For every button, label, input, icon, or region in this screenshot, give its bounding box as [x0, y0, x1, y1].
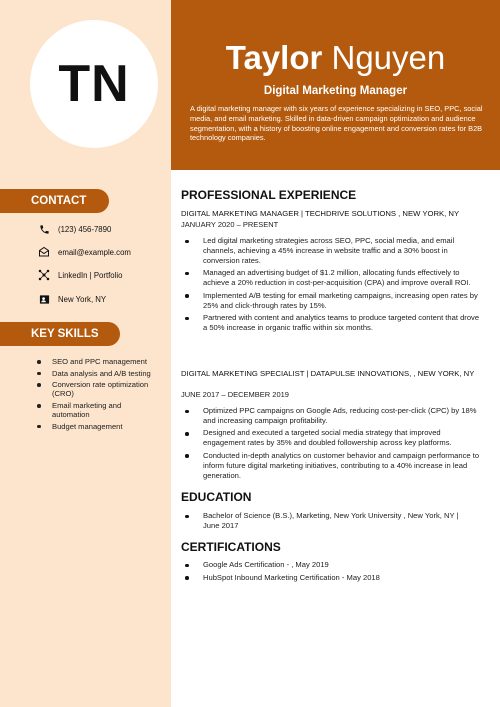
- certification-item: HubSpot Inbound Marketing Certification - May 2018: [181, 573, 481, 583]
- email-icon: [38, 246, 50, 258]
- job-bullets: [181, 236, 481, 336]
- job-dates: JANUARY 2020 – PRESENT: [181, 220, 279, 229]
- contact-email[interactable]: [38, 246, 131, 258]
- phone-text: (123) 456-7890: [58, 224, 112, 234]
- contact-links[interactable]: [38, 269, 122, 281]
- education-item: Bachelor of Science (B.S.), Marketing, New York University , New York, NY | June 2017: [181, 511, 476, 531]
- skill-item: SEO and PPC management: [30, 357, 160, 366]
- first-name: Taylor: [225, 39, 323, 76]
- job-bullet: Partnered with content and analytics teams to produce targeted content that drove a 50% increase in organic traffic within six months.: [181, 313, 481, 333]
- skill-item: Data analysis and A/B testing: [30, 369, 160, 378]
- contact-location: [38, 293, 106, 305]
- candidate-name: [171, 38, 500, 78]
- skill-item: Conversion rate optimization (CRO): [30, 380, 160, 399]
- phone-icon: [38, 223, 50, 235]
- education-list: [181, 511, 476, 533]
- job-bullet: Led digital marketing strategies across SEO, PPC, social media, and email channels, achieving a 45% increase in website traffic and a 30% boost in conversion rates.: [181, 236, 481, 266]
- initials: TN: [58, 55, 130, 113]
- job-bullet: Optimized PPC campaigns on Google Ads, reducing cost-per-click (CPC) by 18% and increasing campaign profitability.: [181, 406, 481, 426]
- contact-phone: [38, 223, 111, 235]
- education-heading: EDUCATION: [181, 490, 252, 504]
- skill-item: Budget management: [30, 422, 160, 431]
- job-bullets: [181, 406, 481, 483]
- job-bullet: Implemented A/B testing for email marketing campaigns, increasing open rates by 25% and click-through rates by 15%.: [181, 291, 481, 311]
- job-dates: JUNE 2017 – DECEMBER 2019: [181, 390, 289, 399]
- location-text: New York, NY: [58, 294, 107, 304]
- certifications-list: [181, 560, 481, 585]
- email-text: email@example.com: [58, 247, 131, 257]
- location-icon: [38, 293, 50, 305]
- job-bullet: Conducted in-depth analytics on customer behavior and campaign performance to inform future digital marketing initiatives, contributing to a 40% increase in lead generation.: [181, 451, 481, 481]
- job-title-line: DIGITAL MARKETING MANAGER | TECHDRIVE SOLUTIONS , NEW YORK, NY: [181, 209, 460, 218]
- monogram-circle: [30, 20, 158, 148]
- skill-item: Email marketing and automation: [30, 401, 160, 420]
- skills-heading: KEY SKILLS: [0, 322, 120, 346]
- certifications-heading: CERTIFICATIONS: [181, 540, 281, 554]
- job-title-line: DIGITAL MARKETING SPECIALIST | DATAPULSE INNOVATIONS, , NEW YORK, NY: [181, 369, 475, 378]
- network-icon: [38, 269, 50, 281]
- links-text: LinkedIn | Portfolio: [58, 270, 123, 280]
- skills-list: [30, 357, 160, 434]
- job-title: Digital Marketing Manager: [263, 85, 408, 97]
- experience-heading: PROFESSIONAL EXPERIENCE: [181, 188, 357, 202]
- last-name: Nguyen: [331, 39, 446, 76]
- job-bullet: Managed an advertising budget of $1.2 million, allocating funds effectively to achieve a 20% reduction in cost-per-acquisition (CPA) and improve overall ROI.: [181, 268, 481, 288]
- contact-heading: CONTACT: [0, 189, 109, 213]
- profile-summary: A digital marketing manager with six years of experience specializing in SEO, PPC, social media, and email marketing. Skilled in data-driven campaign optimization and audience segmentation, with a history of boosting online engagement and conversion rates for B2B technology companies.: [190, 104, 483, 143]
- job-bullet: Designed and executed a targeted social media strategy that improved engagement rates by 35% and doubled followership across key platforms.: [181, 428, 481, 448]
- certification-item: Google Ads Certification - , May 2019: [181, 560, 481, 570]
